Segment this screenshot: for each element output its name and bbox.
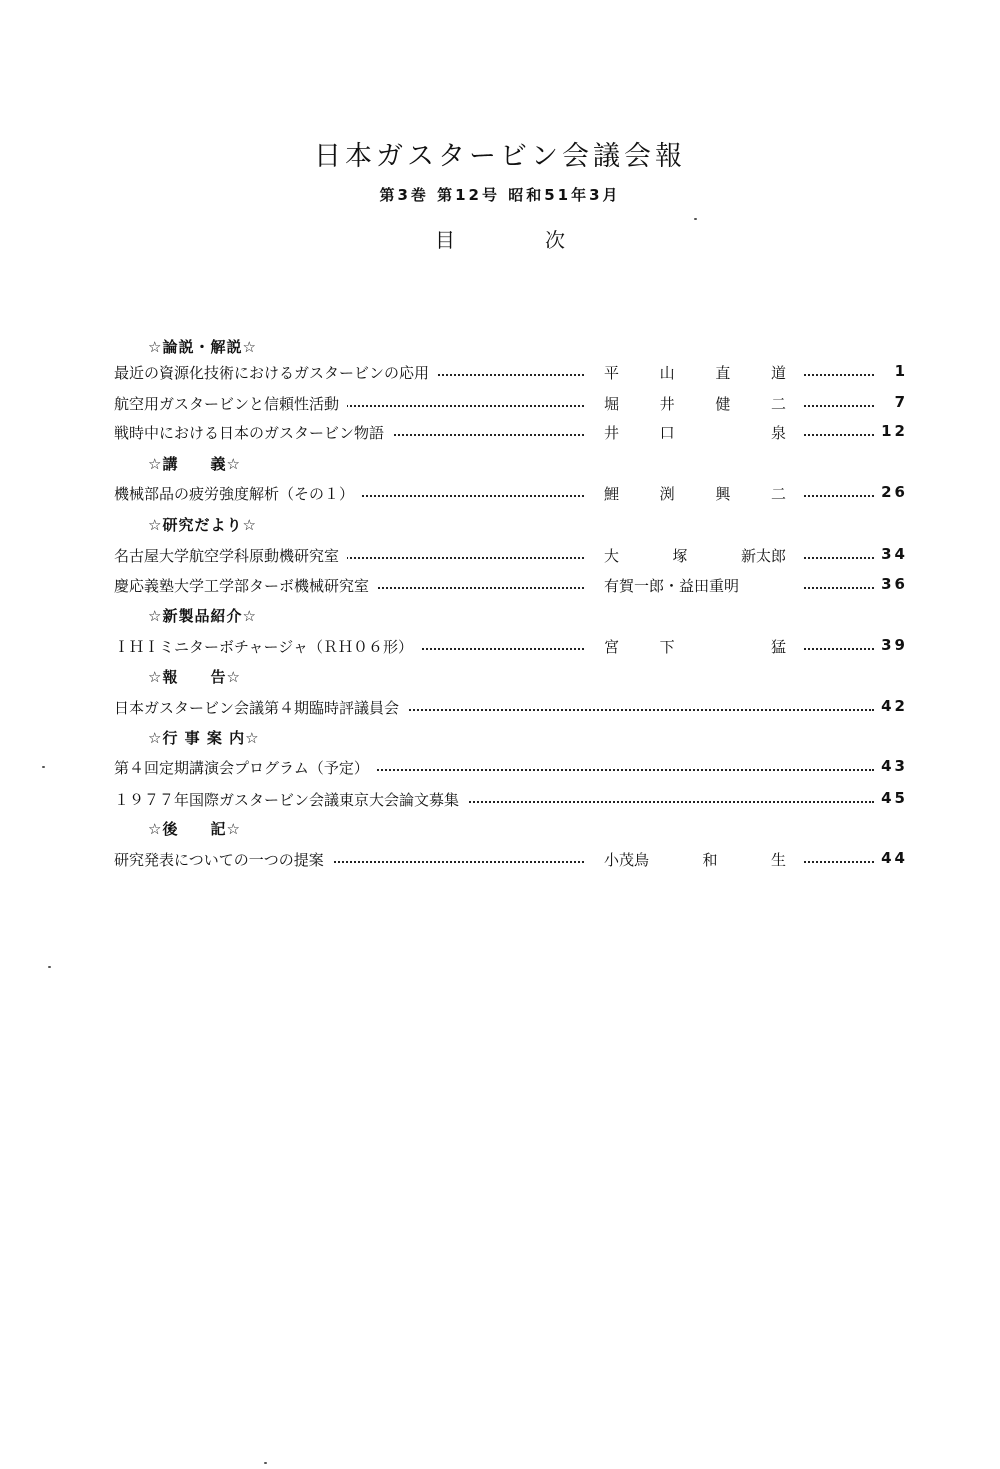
section-heading: ☆後 記☆ bbox=[148, 820, 241, 838]
author-part: 渕 bbox=[659, 485, 675, 503]
scan-speck bbox=[694, 218, 697, 220]
section-heading: ☆新製品紹介☆ bbox=[148, 607, 257, 625]
author-part bbox=[715, 636, 730, 657]
entry-author bbox=[604, 575, 786, 596]
entry-author bbox=[604, 393, 786, 414]
toc-heading-char: 次 bbox=[545, 228, 565, 252]
journal-title: 日本ガスタービン会議会報 bbox=[314, 141, 686, 172]
entry-page-number: 42 bbox=[881, 697, 908, 715]
toc-entry bbox=[114, 697, 908, 719]
entry-title: 航空用ガスタービンと信頼性活動 bbox=[114, 393, 347, 414]
entry-author bbox=[604, 483, 786, 504]
dot-leader bbox=[804, 587, 874, 589]
entry-title: 機械部品の疲労強度解析（その１） bbox=[114, 483, 362, 504]
entry-title: ＩＨＩミニターボチャージャ（ＲＨ０６形） bbox=[114, 636, 421, 657]
author-part: 二 bbox=[770, 395, 786, 413]
author-part: 下 bbox=[659, 638, 675, 656]
author-part: 大 bbox=[604, 547, 620, 565]
dot-leader bbox=[804, 434, 874, 436]
scan-speck bbox=[42, 766, 45, 768]
entry-author bbox=[604, 636, 786, 657]
dot-leader bbox=[804, 374, 874, 376]
entry-author bbox=[604, 362, 786, 383]
entry-page-number: 43 bbox=[881, 757, 908, 775]
toc-entry bbox=[114, 393, 908, 415]
section-heading: ☆行 事 案 内☆ bbox=[148, 729, 260, 747]
dot-leader bbox=[804, 861, 874, 863]
dot-leader bbox=[804, 405, 874, 407]
entry-page-number: 26 bbox=[881, 483, 908, 501]
author-part: 道 bbox=[770, 364, 786, 382]
author-part: 山 bbox=[659, 364, 675, 382]
entry-author bbox=[604, 849, 786, 870]
author-part: 生 bbox=[770, 851, 786, 869]
author-part: 口 bbox=[659, 424, 675, 442]
entry-page-number: 12 bbox=[881, 422, 908, 440]
author-part: 井 bbox=[659, 395, 675, 413]
entry-title: 第４回定期講演会プログラム（予定） bbox=[114, 757, 377, 778]
entry-page-number: 45 bbox=[881, 789, 908, 807]
entry-page-number: 7 bbox=[894, 393, 908, 411]
toc-entry bbox=[114, 757, 908, 779]
entry-title: 名古屋大学航空学科原動機研究室 bbox=[114, 545, 347, 566]
toc-entry bbox=[114, 362, 908, 384]
author-part: 興 bbox=[715, 485, 731, 503]
entry-page-number: 1 bbox=[894, 362, 908, 380]
entry-title: 最近の資源化技術におけるガスタービンの応用 bbox=[114, 362, 437, 383]
entry-title: 戦時中における日本のガスタービン物語 bbox=[114, 422, 392, 443]
author-part: 井 bbox=[604, 424, 620, 442]
toc-entry bbox=[114, 789, 908, 811]
entry-page-number: 34 bbox=[881, 545, 908, 563]
toc-heading-char: 目 bbox=[435, 228, 455, 252]
author-part: 泉 bbox=[770, 424, 786, 442]
entry-author bbox=[604, 545, 786, 566]
entry-title: 研究発表についての一つの提案 bbox=[114, 849, 332, 870]
author-part: 平 bbox=[604, 364, 620, 382]
author-part: 鯉 bbox=[604, 485, 620, 503]
toc-entry bbox=[114, 483, 908, 505]
toc-entry bbox=[114, 849, 908, 871]
section-heading: ☆論説・解説☆ bbox=[148, 338, 257, 356]
author-part: 猛 bbox=[770, 638, 786, 656]
section-heading: ☆報 告☆ bbox=[148, 668, 241, 686]
author-part: 和 bbox=[702, 851, 718, 869]
issue-info: 第3巻 第12号 昭和51年3月 bbox=[379, 186, 621, 204]
author-part: 塚 bbox=[672, 547, 688, 565]
author-part: 有賀一郎・益田重明 bbox=[604, 577, 740, 595]
toc-entry bbox=[114, 636, 908, 658]
toc-entry bbox=[114, 545, 908, 567]
section-heading: ☆研究だより☆ bbox=[148, 516, 257, 534]
scan-speck bbox=[48, 966, 51, 968]
scan-speck bbox=[264, 1462, 267, 1464]
entry-page-number: 44 bbox=[881, 849, 908, 867]
dot-leader bbox=[804, 557, 874, 559]
entry-title: 慶応義塾大学工学部ターボ機械研究室 bbox=[114, 575, 377, 596]
author-part: 健 bbox=[715, 395, 731, 413]
dot-leader bbox=[804, 495, 874, 497]
author-part: 新太郎 bbox=[740, 547, 786, 565]
entry-title: １９７７年国際ガスタービン会議東京大会論文募集 bbox=[114, 789, 467, 810]
entry-title: 日本ガスタービン会議第４期臨時評議員会 bbox=[114, 697, 407, 718]
toc-entry bbox=[114, 575, 908, 597]
entry-author bbox=[604, 422, 786, 443]
section-heading: ☆講 義☆ bbox=[148, 455, 241, 473]
author-part: 直 bbox=[715, 364, 731, 382]
author-part: 宮 bbox=[604, 638, 620, 656]
author-part: 小茂鳥 bbox=[604, 851, 650, 869]
dot-leader bbox=[804, 648, 874, 650]
entry-page-number: 39 bbox=[881, 636, 908, 654]
entry-page-number: 36 bbox=[881, 575, 908, 593]
toc-heading bbox=[0, 224, 1000, 253]
author-part: 二 bbox=[770, 485, 786, 503]
author-part bbox=[715, 422, 730, 443]
author-part: 堀 bbox=[604, 395, 620, 413]
toc-entry bbox=[114, 422, 908, 444]
